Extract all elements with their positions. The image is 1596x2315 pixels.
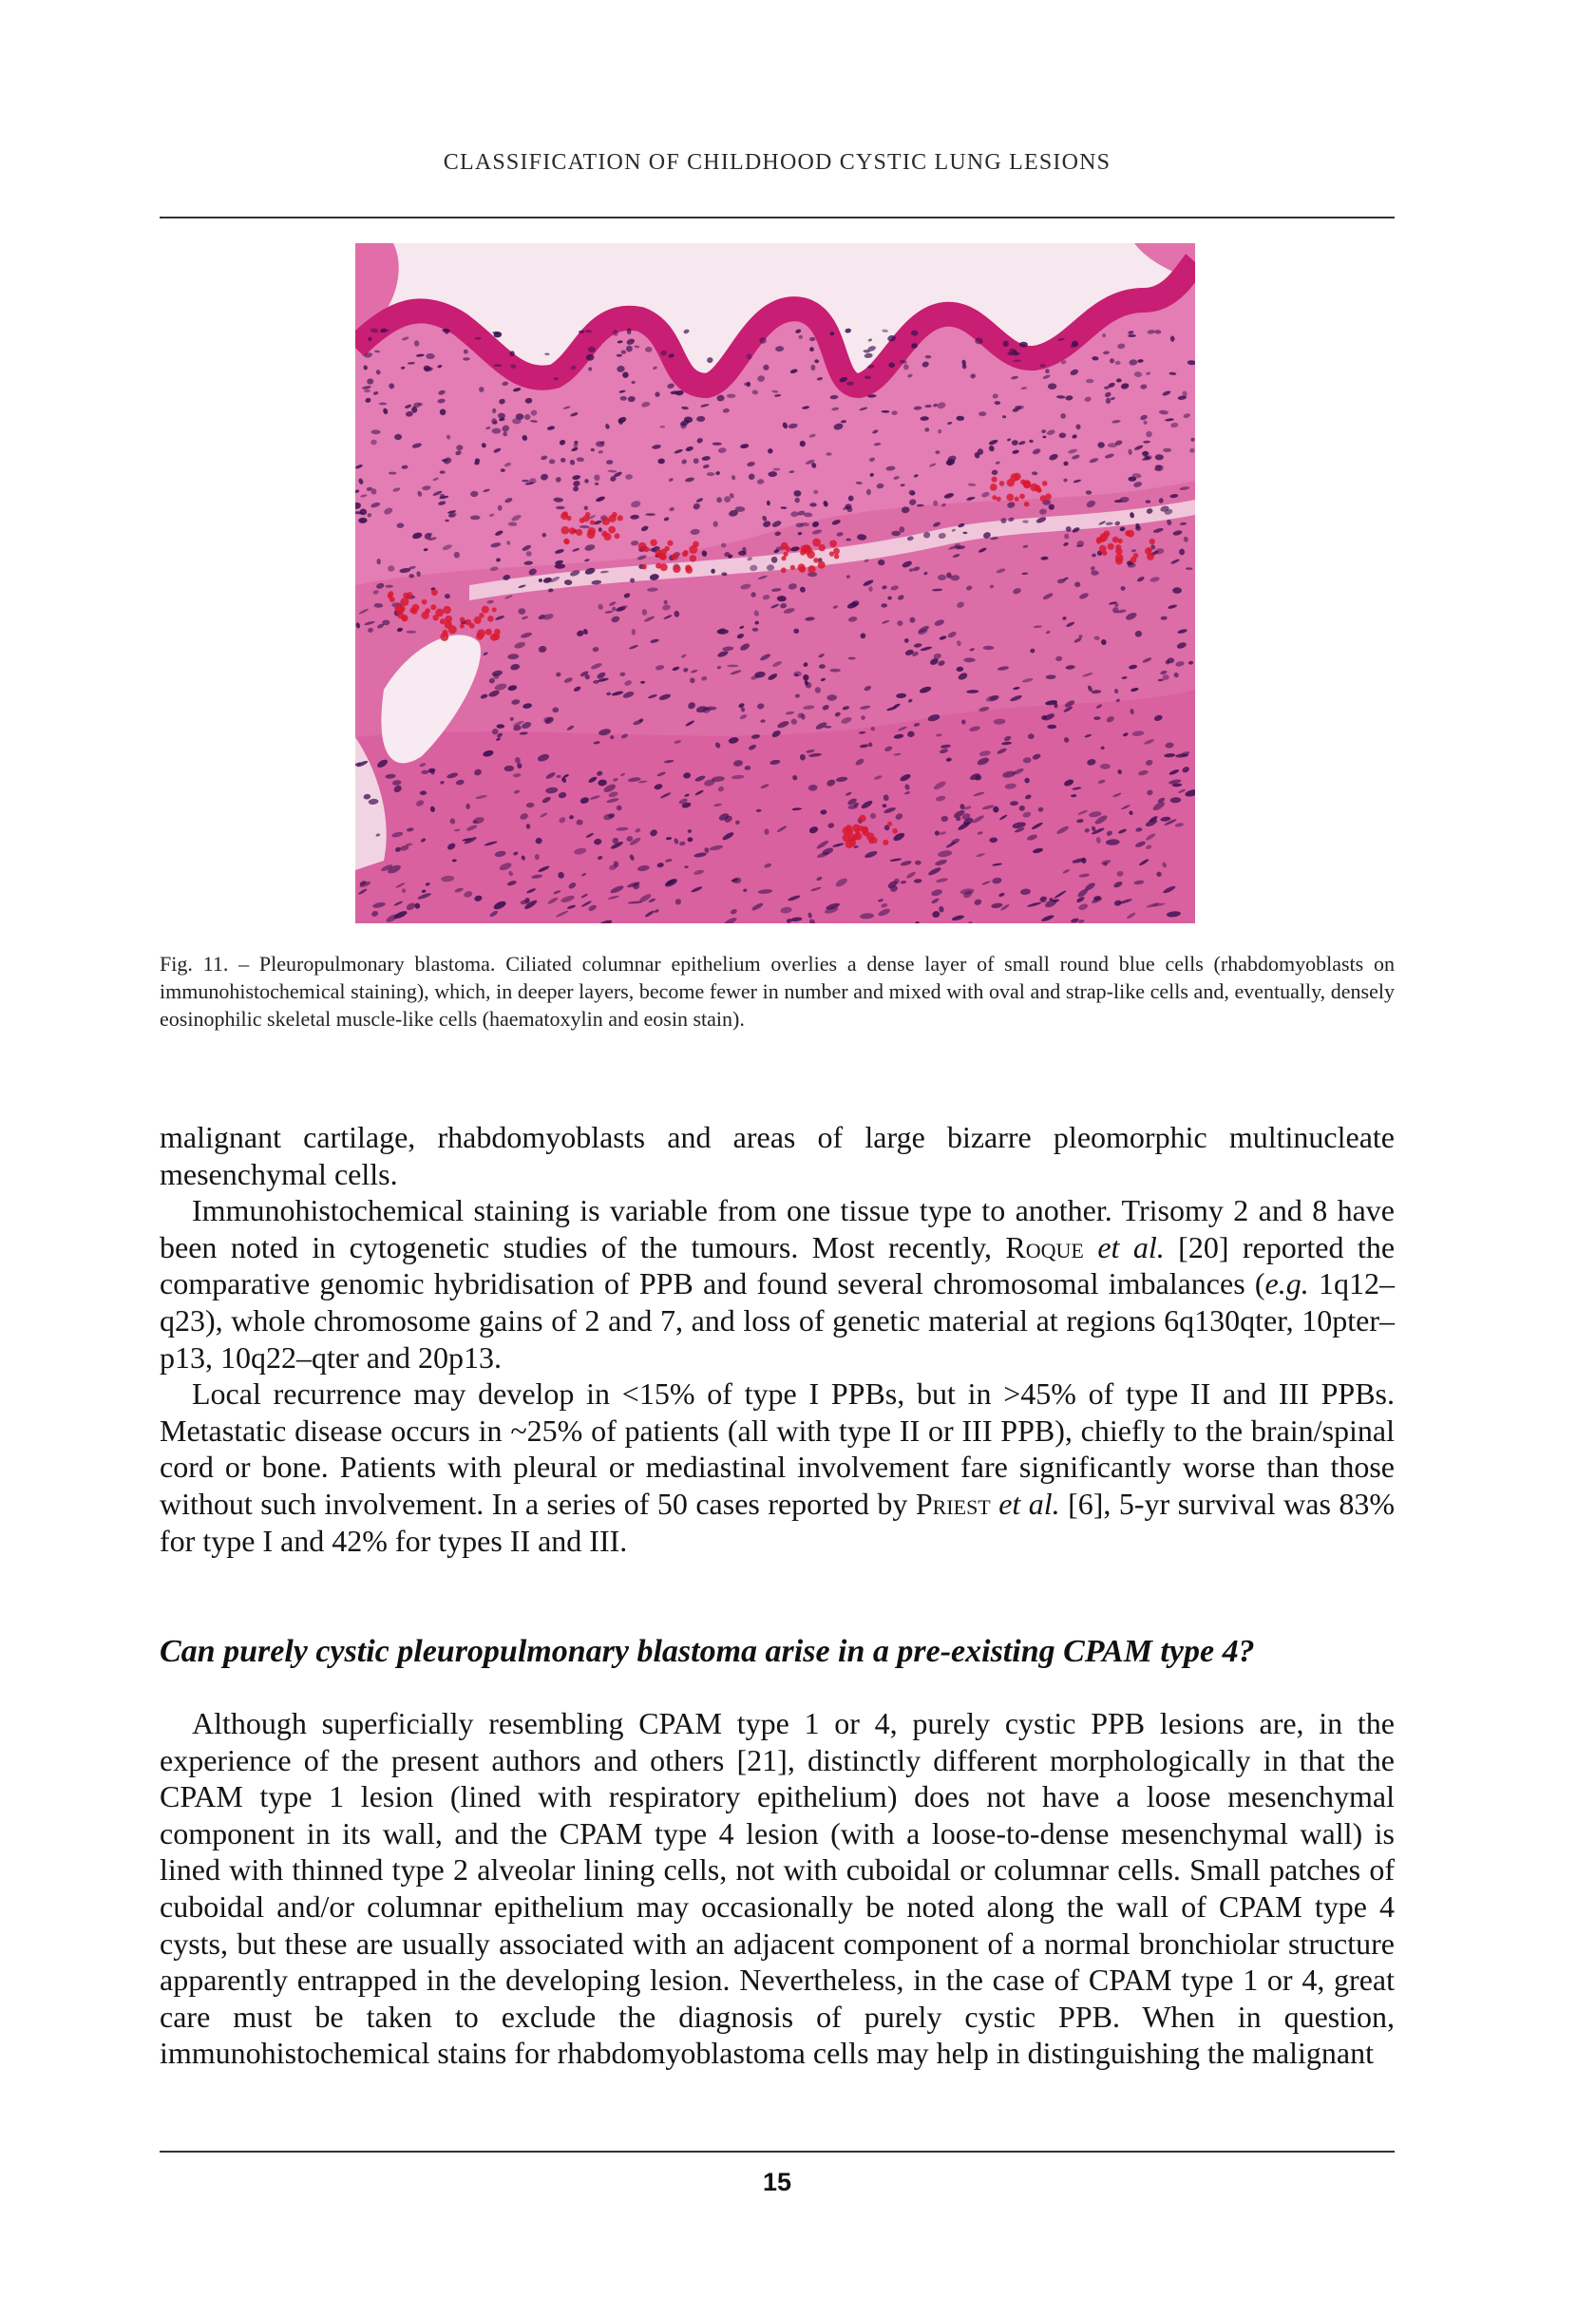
text-run: Local recurrence may develop in <15% of type I PPBs, but in >45% of type II and III PPBs. Metastatic disease occurs in ~25% of patients (all with type II or III PPB), chiefly to the brain/spinal cord or bone. Patients with pleural or mediastinal involvement fare significantly worse than those without such involvement. In a series of 50 cases reported by bbox=[160, 1376, 1395, 1521]
text-run: Immunohistochemical staining is variable from one tissue type to another. Trisomy 2 and 8 have been noted in cytogenetic studies of the tumours. Most recently, bbox=[160, 1193, 1395, 1264]
header-rule bbox=[160, 217, 1395, 218]
figure-caption: Fig. 11. – Pleuropulmonary blastoma. Ciliated columnar epithelium overlies a dense layer of small round blue cells (rhabdomyoblasts on immunohistochemical staining), which, in deeper layers, become fewer in number and mixed with oval and strap-like cells and, eventually, densely eosinophilic skeletal muscle-like cells (haematoxylin and eosin stain). bbox=[160, 952, 1395, 1031]
section-heading: Can purely cystic pleuropulmonary blastoma arise in a pre-existing CPAM type 4? bbox=[160, 1634, 1255, 1669]
figure-micrograph bbox=[355, 243, 1195, 923]
et-al: et al. bbox=[1097, 1229, 1165, 1264]
paragraph bbox=[160, 1376, 1395, 1559]
text-run: [6], 5-yr survival was 83% for type I and 42% for types II and III. bbox=[160, 1486, 1396, 1558]
et-al: et al. bbox=[998, 1486, 1060, 1521]
running-head: CLASSIFICATION OF CHILDHOOD CYSTIC LUNG LESIONS bbox=[443, 150, 1112, 175]
author-name: Roque bbox=[1005, 1229, 1084, 1264]
footer-rule bbox=[160, 2151, 1395, 2153]
paragraph: Although superficially resembling CPAM type 1 or 4, purely cystic PPB lesions are, in the experience of the present authors and others [21], distinctly different morphologically in that the CPAM type 1 lesion (lined with respiratory epithelium) does not have a loose mesenchymal component in its wall, and the CPAM type 4 lesion (with a loose-to-dense mesenchymal wall) is lined with thinned type 2 alveolar lining cells, not with cuboidal or columnar cells. Small patches of cuboidal and/or columnar epithelium may occasionally be noted along the wall of CPAM type 4 cysts, but these are usually associated with an adjacent component of a normal bronchiolar structure apparently entrapped in the developing lesion. Nevertheless, in the case of CPAM type 1 or 4, great care must be taken to exclude the diagnosis of purely cystic PPB. When in question, immunohistochemical stains for rhabdomyoblastoma cells may help in distinguishing the malignant bbox=[160, 1706, 1395, 2071]
author-name: Priest bbox=[915, 1486, 991, 1521]
page-number: 15 bbox=[762, 2168, 792, 2196]
text-run: 1q12–q23), whole chromosome gains of 2 and 7, and loss of genetic material at regions 6q130qter, 10pter–p13, 10q22–qter and 20p13. bbox=[160, 1266, 1395, 1375]
paragraph bbox=[160, 1192, 1395, 1376]
text-run: [20] reported the comparative genomic hybridisation of PPB and found several chromosomal imbalances ( bbox=[160, 1229, 1396, 1301]
body-text-upper bbox=[160, 1119, 1395, 1559]
eg: e.g. bbox=[1264, 1266, 1309, 1301]
body-text-lower bbox=[160, 1705, 1395, 2072]
paragraph: malignant cartilage, rhabdomyoblasts and areas of large bizarre pleomorphic multinucleate mesenchymal cells. bbox=[160, 1120, 1395, 1191]
histology-image bbox=[355, 243, 1195, 923]
